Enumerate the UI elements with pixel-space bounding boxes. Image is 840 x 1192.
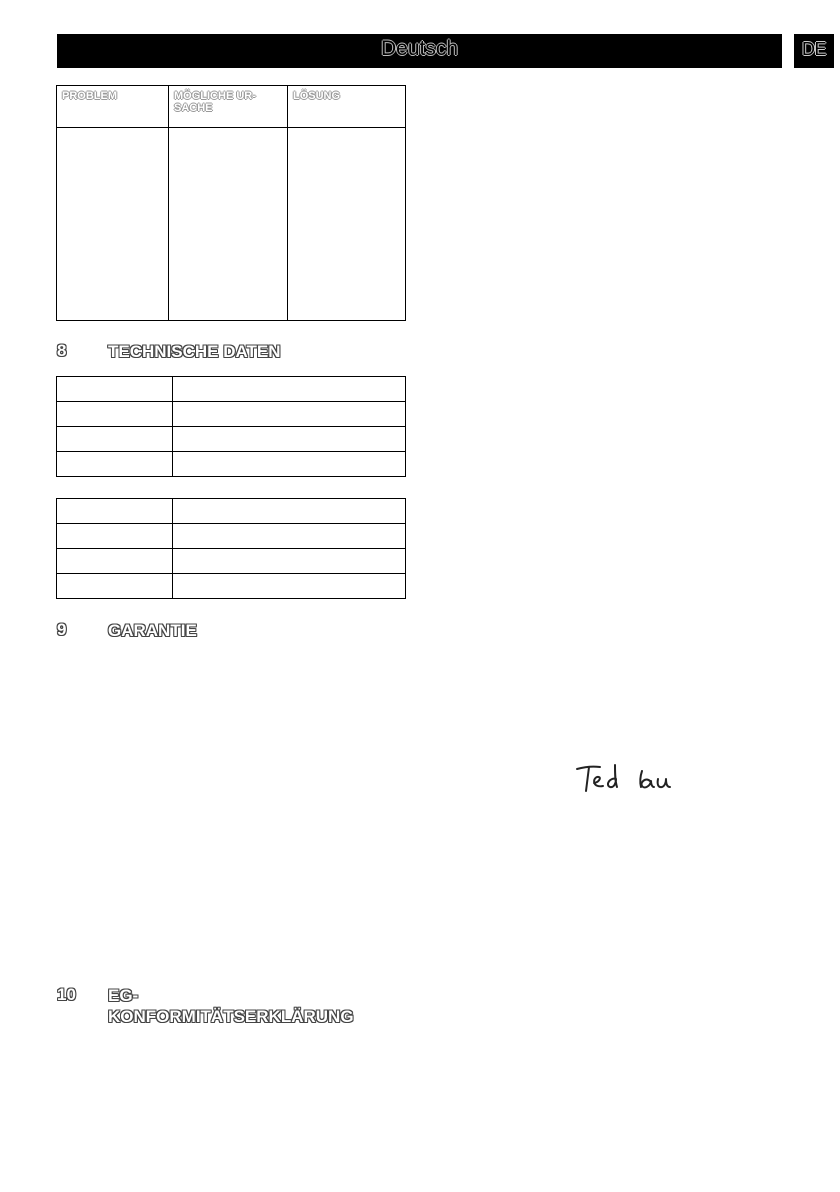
section-title: GARANTIE <box>108 621 197 640</box>
table-cell <box>288 128 406 321</box>
column-header-solution: LÖSUNG <box>288 86 406 128</box>
section-heading-ec-declaration <box>57 985 354 1027</box>
column-header-problem: PROBLEM <box>57 86 169 128</box>
table-row <box>57 524 406 549</box>
header-bar <box>57 34 782 68</box>
language-code: DE <box>801 39 826 59</box>
table-row <box>57 377 406 402</box>
section-number: 10 <box>57 985 76 1004</box>
section-number: 8 <box>57 341 67 360</box>
table-row <box>57 549 406 574</box>
signature <box>574 757 686 797</box>
table-row <box>57 452 406 477</box>
table-row <box>57 574 406 599</box>
spec-table-1 <box>56 376 406 477</box>
table-header-row <box>57 86 406 128</box>
section-heading-technical-data <box>57 341 281 362</box>
table-row <box>57 128 406 321</box>
spec-table-2 <box>56 498 406 599</box>
table-row <box>57 402 406 427</box>
troubleshooting-table <box>56 85 406 321</box>
table-cell <box>169 128 288 321</box>
section-title: TECHNISCHE DATEN <box>108 342 281 361</box>
language-badge <box>794 34 834 68</box>
column-header-cause: MÖGLICHE UR- SACHE <box>169 86 288 128</box>
section-heading-warranty <box>57 620 197 641</box>
table-cell <box>57 128 169 321</box>
table-row <box>57 499 406 524</box>
section-number: 9 <box>57 620 67 639</box>
section-title: EG- KONFORMITÄTSERKLÄRUNG <box>108 986 354 1026</box>
page-language-title: Deutsch <box>380 37 459 60</box>
table-row <box>57 427 406 452</box>
